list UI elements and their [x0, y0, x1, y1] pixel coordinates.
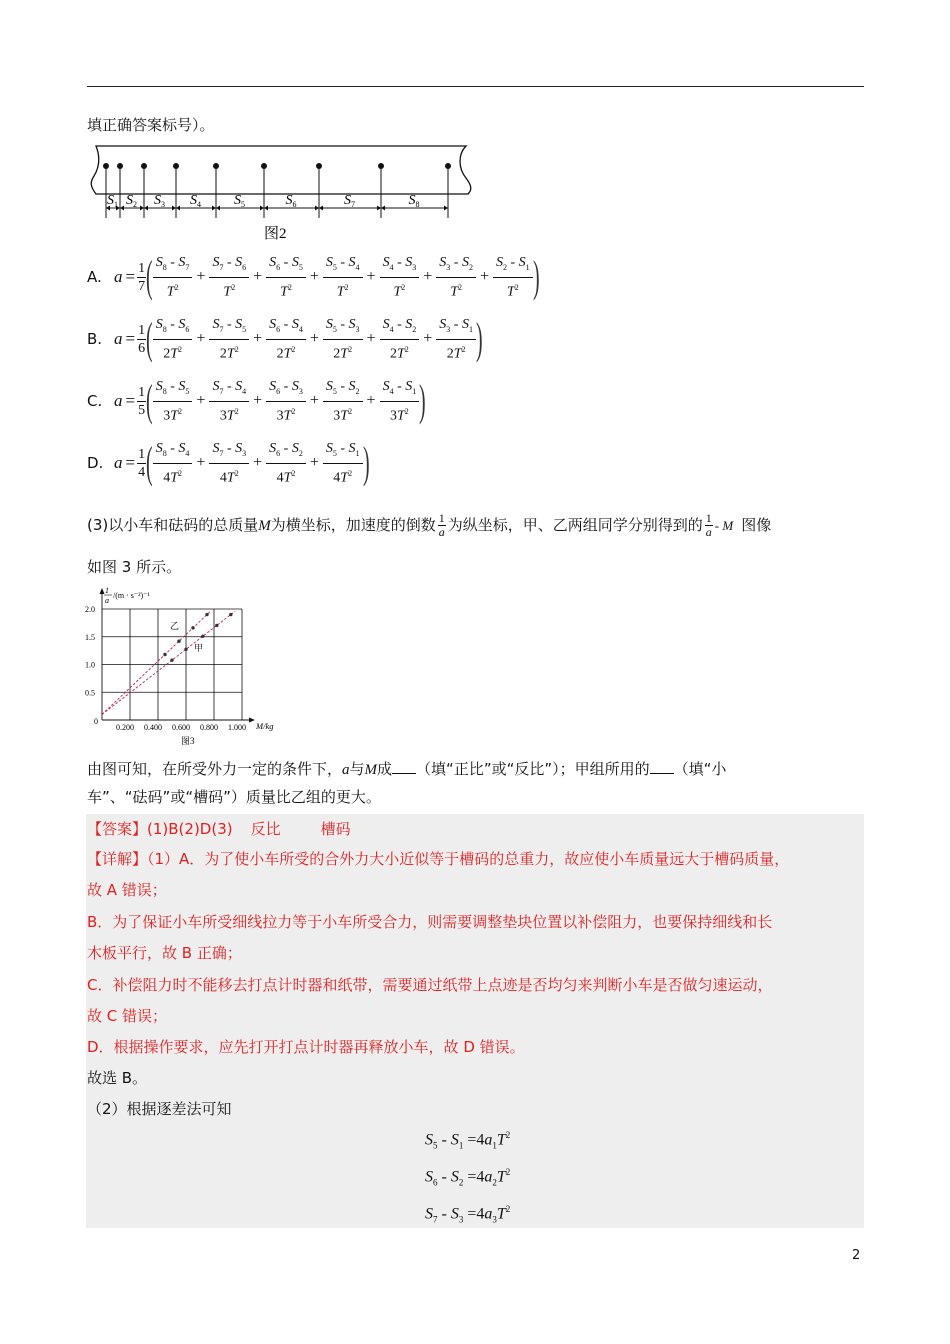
term-den: $T^2$ — [280, 282, 292, 300]
figure-2-caption: 图2 — [264, 226, 287, 242]
option-b — [87, 314, 483, 364]
option-a — [87, 252, 539, 302]
paren-right: ) — [532, 252, 540, 301]
term-num: $S_8 - S_6$ — [153, 315, 193, 340]
x-tick-label: 0.400 — [144, 723, 162, 732]
arrow-head — [176, 206, 180, 211]
term-fraction — [323, 253, 363, 301]
term-den: $2T^2$ — [390, 344, 409, 362]
arrow-head — [315, 206, 319, 211]
term-den: $3T^2$ — [276, 406, 296, 424]
explanation-line: 木板平行，故 B 正确； — [87, 944, 242, 962]
blank-2 — [650, 759, 674, 774]
plus: + — [309, 392, 319, 409]
plus: + — [253, 392, 263, 409]
q3-line2: 如图 3 所示。 — [87, 558, 182, 576]
paren-left: ( — [146, 252, 153, 301]
term-fraction — [380, 315, 420, 363]
term-num: $S_5 - S_4$ — [323, 253, 363, 278]
q3-frac-2 — [705, 512, 713, 539]
arrow-head — [319, 206, 323, 211]
term-fraction — [209, 315, 249, 363]
term-den: $2T^2$ — [276, 344, 296, 362]
term-den: $2T^2$ — [446, 344, 466, 362]
var-a: a — [114, 267, 123, 286]
q3-text-4: 图像 — [741, 516, 772, 534]
conclusion-a: a — [342, 762, 350, 778]
q3-frac2-num: 1 — [705, 511, 712, 525]
plus: + — [309, 268, 319, 285]
option-letter: D. — [87, 454, 104, 472]
data-point-jia — [229, 613, 232, 616]
term-den: $4T^2$ — [276, 468, 296, 486]
series-label-yi: 乙 — [170, 621, 180, 631]
figure-3-caption: 图3 — [181, 736, 195, 746]
coef — [137, 446, 146, 481]
coef-den: 4 — [138, 464, 146, 480]
arrow-head — [264, 206, 268, 211]
option-letter: C. — [87, 392, 103, 410]
arrow-head — [444, 206, 448, 211]
term-fraction — [380, 377, 420, 425]
term-den: $4T^2$ — [219, 468, 239, 486]
tape-label-s2: $S_2$ — [126, 193, 137, 209]
data-point-jia — [184, 648, 187, 651]
arrow-head — [120, 206, 124, 211]
paren-left: ( — [146, 376, 153, 425]
plus: + — [423, 330, 433, 347]
answer-box — [86, 814, 864, 1228]
paren-left: ( — [146, 314, 153, 363]
arrow-head — [381, 206, 385, 211]
tape-label-s5: $S_5$ — [234, 193, 245, 209]
term-den: $T^2$ — [336, 282, 349, 300]
answer-blank-2: 槽码 — [320, 820, 351, 838]
tape-label-s8: $S_8$ — [408, 193, 420, 209]
term-den: $4T^2$ — [163, 468, 182, 486]
term-fraction — [436, 253, 476, 301]
term-num: $S_6 - S_2$ — [266, 439, 306, 464]
plus: + — [366, 392, 376, 409]
data-point-yi — [163, 653, 166, 656]
term-fraction — [153, 377, 193, 425]
term-fraction — [323, 377, 363, 425]
arrow-head — [172, 206, 176, 211]
coef-den: 6 — [138, 340, 146, 356]
term-num: $S_6 - S_4$ — [266, 315, 306, 340]
arrow-head — [216, 206, 220, 211]
coef — [137, 384, 146, 419]
explanation-line: B．为了保证小车所受细线拉力等于小车所受合力，则需要调整垫块位置以补偿阻力，也要保持细线和长 — [87, 913, 773, 931]
term-den: $2T^2$ — [163, 344, 182, 362]
plus: + — [366, 268, 376, 285]
term-den: $T^2$ — [450, 282, 462, 300]
y-axis-arrow — [100, 588, 105, 594]
explanation-line: 故 A 错误； — [87, 881, 167, 899]
fit-line-yi — [102, 611, 211, 715]
difference-equation: $S_5 - S_1 =4a_1T^2$ — [425, 1130, 511, 1151]
tape-label-s7: $S_7$ — [344, 193, 355, 209]
q3-text-1: (3)以小车和砝码的总质量 — [87, 516, 259, 534]
tape-label-s6: $S_6$ — [285, 193, 297, 209]
figure-2-tape — [86, 138, 486, 246]
term-den: $2T^2$ — [219, 344, 239, 362]
conclusion-line1 — [87, 758, 726, 781]
y-axis-title-den: a — [105, 596, 109, 605]
term-num: $S_4 - S_1$ — [380, 377, 420, 402]
explanation-line: C．补偿阻力时不能移去打点计时器和纸带，需要通过纸带上点迹是否均匀来判断小车是否做匀速运动， — [87, 976, 773, 994]
term-num: $S_5 - S_3$ — [323, 315, 363, 340]
term-num: $S_3 - S_2$ — [436, 253, 476, 278]
fit-line-jia — [102, 611, 235, 714]
term-num: $S_4 - S_2$ — [380, 315, 420, 340]
term-num: $S_5 - S_1$ — [323, 439, 363, 464]
y-tick-label: 1.5 — [85, 632, 95, 642]
answer-label: 【答案】 — [87, 820, 148, 838]
var-a: a — [114, 391, 123, 410]
q3-frac — [438, 512, 446, 539]
paren-right: ) — [419, 376, 426, 425]
arrow-head — [144, 206, 148, 211]
tape-outline — [91, 146, 471, 194]
term-num: $S_7 - S_4$ — [209, 377, 249, 402]
y-tick-label: 1.0 — [85, 660, 95, 670]
conclusion-text-3: 成 — [377, 760, 393, 778]
y-axis-title-unit: /(m · s⁻²)⁻¹ — [113, 591, 150, 600]
conclusion-M: M — [364, 762, 378, 778]
term-den: $3T^2$ — [390, 406, 409, 424]
term-den: $3T^2$ — [219, 406, 239, 424]
term-fraction — [380, 253, 420, 301]
term-fraction — [153, 253, 193, 301]
x-tick-label: 0.800 — [200, 723, 218, 732]
plus: + — [196, 454, 206, 471]
y-tick-label: 2.0 — [85, 605, 95, 614]
data-point-jia — [215, 624, 218, 627]
term-fraction — [323, 439, 363, 487]
data-point-yi — [205, 613, 208, 616]
equals: = — [125, 453, 136, 472]
term-fraction — [209, 439, 249, 487]
term-fraction — [153, 315, 193, 363]
arrow-head — [212, 206, 216, 211]
q3-text-3: 为纵坐标，甲、乙两组同学分别得到的 — [447, 516, 703, 534]
data-point-jia — [201, 635, 204, 638]
equals: = — [125, 329, 136, 348]
q3-frac-den: a — [438, 525, 445, 539]
conclusion-text-2: 与 — [349, 760, 365, 778]
arrow-head — [377, 206, 381, 211]
x-axis-arrow — [249, 718, 255, 723]
equals: = — [125, 267, 136, 286]
coef-num: 1 — [138, 260, 146, 276]
paren-left: ( — [146, 438, 153, 487]
conclusion-text-1: 由图可知，在所受外力一定的条件下， — [87, 760, 343, 778]
x-tick-label: 1.000 — [228, 723, 246, 732]
y-tick-label: 0 — [94, 717, 98, 726]
tape-label-s3: $S_3$ — [154, 193, 165, 209]
term-num: $S_8 - S_7$ — [153, 253, 193, 278]
term-fraction — [209, 253, 249, 301]
x-tick-label: 0.600 — [172, 723, 190, 732]
option-c — [87, 376, 426, 426]
header-text: 填正确答案标号）。 — [87, 116, 215, 134]
term-den: $2T^2$ — [333, 344, 353, 362]
data-point-yi — [177, 639, 180, 642]
coef-den: 5 — [138, 402, 146, 418]
difference-equation: $S_7 - S_3 =4a_3T^2$ — [425, 1204, 511, 1225]
answer-line — [87, 818, 351, 840]
q3-M: M — [258, 518, 271, 534]
answer-blank-1: 反比 — [250, 820, 281, 838]
term-num: $S_3 - S_1$ — [436, 315, 476, 340]
plus: + — [253, 330, 263, 347]
plus: + — [196, 268, 206, 285]
answer-value: (1)B(2)D(3) — [147, 820, 233, 838]
series-label-jia: 甲 — [194, 643, 204, 653]
coef-num: 1 — [138, 384, 146, 400]
plus: + — [366, 330, 376, 347]
term-num: $S_6 - S_3$ — [266, 377, 306, 402]
coef — [137, 260, 146, 295]
explanation-line: 【详解】（1）A．为了使小车所受的合外力大小近似等于槽码的总重力，故应使小车质量远大于槽码质量， — [87, 850, 790, 868]
tape-label-s1: $S_1$ — [107, 193, 118, 209]
option-d — [87, 438, 369, 488]
arrow-head — [140, 206, 144, 211]
plus: + — [309, 454, 319, 471]
choose-line: 故选 B。 — [87, 1069, 148, 1087]
q3-frac2-den: a — [705, 525, 712, 539]
paren-right: ) — [362, 438, 370, 487]
part2-line: （2）根据逐差法可知 — [87, 1100, 232, 1118]
conclusion-line2: 车”、“砝码”或“槽码”）质量比乙组的更大。 — [87, 788, 381, 806]
plus: + — [479, 268, 489, 285]
q3-minus-M: - M — [714, 518, 734, 533]
term-den: $3T^2$ — [163, 406, 182, 424]
y-tick-label: 0.5 — [85, 688, 95, 698]
arrow-head — [260, 206, 264, 211]
term-num: $S_6 - S_5$ — [266, 253, 306, 278]
term-num: $S_2 - S_1$ — [493, 253, 533, 278]
q3-frac-num: 1 — [438, 511, 445, 525]
term-den: $T^2$ — [166, 282, 179, 300]
plus: + — [253, 268, 263, 285]
term-fraction — [493, 253, 533, 301]
data-point-jia — [170, 658, 173, 661]
conclusion-text-4: （填“正比”或“反比”）；甲组所用的 — [416, 760, 650, 778]
term-den: $T^2$ — [506, 282, 519, 300]
term-num: $S_4 - S_3$ — [380, 253, 420, 278]
paren-right: ) — [475, 314, 483, 363]
term-fraction — [266, 439, 306, 487]
var-a: a — [114, 453, 123, 472]
plus: + — [253, 454, 263, 471]
blank-1 — [392, 759, 416, 774]
term-num: $S_7 - S_3$ — [209, 439, 249, 464]
coef-den: 7 — [138, 278, 146, 294]
y-axis-title-num: 1 — [105, 586, 109, 595]
term-num: $S_8 - S_4$ — [153, 439, 193, 464]
term-den: $T^2$ — [393, 282, 406, 300]
x-tick-label: 0.200 — [116, 723, 134, 732]
coef-num: 1 — [138, 446, 146, 462]
plus: + — [196, 330, 206, 347]
coef — [137, 322, 146, 357]
conclusion-text-5: （填“小 — [673, 760, 727, 778]
header-rule — [87, 86, 864, 87]
plus: + — [196, 392, 206, 409]
plus: + — [309, 330, 319, 347]
term-num: $S_7 - S_5$ — [209, 315, 249, 340]
term-fraction — [266, 315, 306, 363]
term-fraction — [436, 315, 476, 363]
equals: = — [125, 391, 136, 410]
term-fraction — [266, 377, 306, 425]
explanation-line: D．根据操作要求，应先打开打点计时器再释放小车，故 D 错误。 — [87, 1038, 525, 1056]
option-letter: A. — [87, 268, 102, 286]
term-fraction — [209, 377, 249, 425]
data-point-yi — [191, 626, 194, 629]
q3-line1 — [87, 512, 771, 539]
x-axis-title: M/kg — [256, 721, 274, 731]
plus: + — [423, 268, 433, 285]
var-a: a — [114, 329, 123, 348]
term-fraction — [323, 315, 363, 363]
figure-3-chart — [80, 582, 300, 748]
explanation-line: 故 C 错误； — [87, 1007, 168, 1025]
term-fraction — [153, 439, 193, 487]
option-letter: B. — [87, 330, 103, 348]
term-num: $S_8 - S_5$ — [153, 377, 193, 402]
term-fraction — [266, 253, 306, 301]
page-number: 2 — [852, 1248, 861, 1263]
coef-num: 1 — [138, 322, 146, 338]
difference-equation: $S_6 - S_2 =4a_2T^2$ — [425, 1167, 511, 1188]
q3-text-2: 为横坐标，加速度的倒数 — [270, 516, 436, 534]
tape-label-s4: $S_4$ — [190, 193, 201, 209]
term-den: $3T^2$ — [333, 406, 353, 424]
term-num: $S_5 - S_2$ — [323, 377, 363, 402]
term-den: $4T^2$ — [333, 468, 353, 486]
term-den: $T^2$ — [223, 282, 236, 300]
term-num: $S_7 - S_6$ — [209, 253, 249, 278]
